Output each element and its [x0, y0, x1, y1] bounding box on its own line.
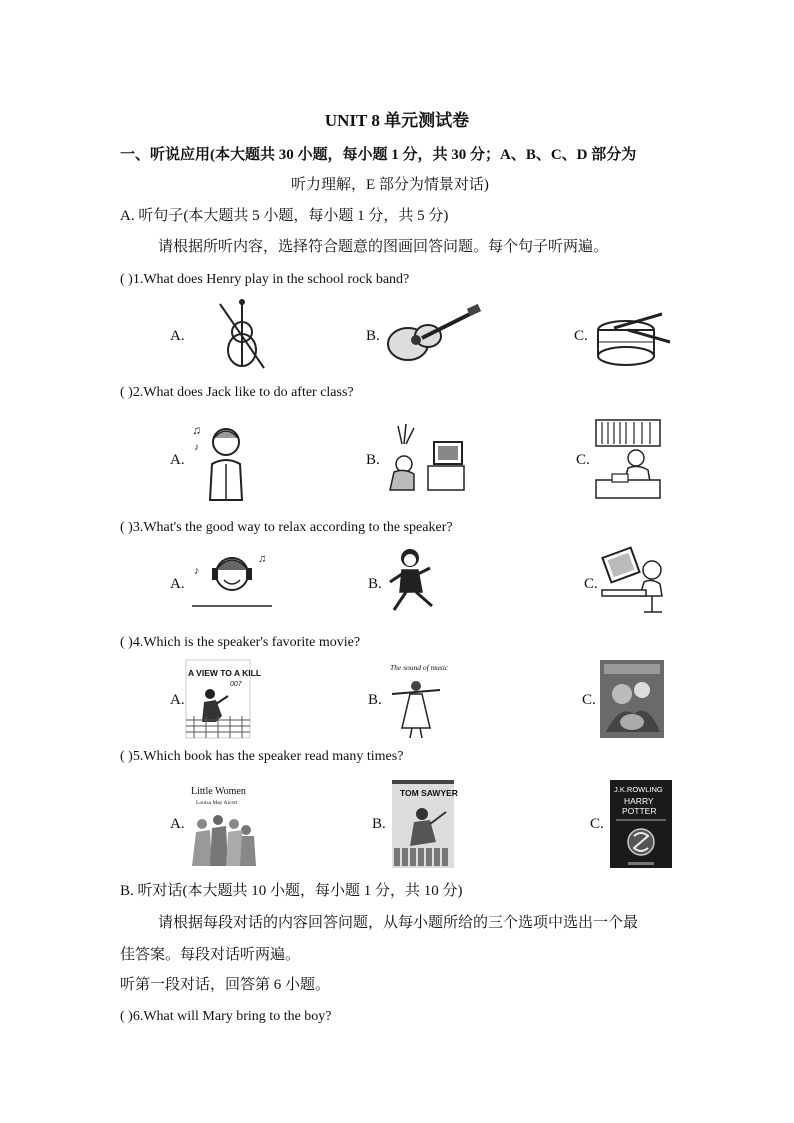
watching-tv-icon: [384, 420, 466, 494]
book-title: Little Women: [191, 786, 246, 797]
question-number: ( )3.: [120, 520, 144, 535]
option-c-label: C.: [584, 576, 598, 592]
computer-girl-icon: [600, 546, 674, 616]
part-b-instruction-line2: 佳答案。每段对话听两遍。: [120, 947, 301, 963]
question-5: [120, 747, 403, 767]
option-b-label: B.: [366, 328, 380, 344]
question-text: Which book has the speaker read many times?: [143, 749, 404, 764]
option-a-label: A.: [170, 576, 185, 592]
question-3: [120, 518, 453, 538]
poster-title: A VIEW TO A KILL: [188, 668, 262, 678]
poster-subtitle: 007: [230, 681, 242, 688]
question-number: ( )5.: [120, 749, 144, 764]
harry-potter-cover: [610, 780, 672, 868]
question-4: [120, 633, 360, 653]
question-6: [120, 1007, 332, 1027]
part-a-instruction: 请根据所听内容，选择符合题意的图画回答问题。每个句子听两遍。: [158, 239, 609, 255]
option-c-label: C.: [582, 692, 596, 708]
question-2: [120, 383, 354, 403]
svg-text:♪: ♪: [194, 565, 200, 577]
option-a-label: A.: [170, 328, 185, 344]
page-title: UNIT 8 单元测试卷: [324, 111, 470, 130]
option-a-label: A.: [170, 452, 185, 468]
section-heading-line2: 听力理解，E 部分为情景对话): [291, 177, 489, 193]
question-1: [120, 270, 409, 290]
reading-boy-icon: [594, 418, 662, 502]
listening-music-girl-icon: [190, 548, 274, 612]
part-a-heading: A. 听句子(本大题共 5 小题，每小题 1 分，共 5 分): [120, 208, 449, 224]
poster-title: The sound of music: [390, 663, 449, 672]
part-b-instruction-line1: 请根据每段对话的内容回答问题，从每小题所给的三个选项中选出一个最: [158, 915, 639, 931]
singing-boy-icon: [190, 420, 254, 502]
option-c-label: C.: [576, 452, 590, 468]
book-author: J.K.ROWLING: [614, 785, 663, 794]
question-text: What does Henry play in the school rock band?: [143, 272, 410, 287]
dialog-1-instruction: 听第一段对话，回答第 6 小题。: [120, 977, 331, 993]
little-women-cover: [186, 780, 258, 866]
question-text: What does Jack like to do after class?: [143, 385, 354, 400]
option-b-label: B.: [368, 692, 382, 708]
cartoon-movie-poster: [600, 660, 664, 738]
running-girl-icon: [384, 546, 440, 618]
question-text: Which is the speaker's favorite movie?: [143, 635, 361, 650]
question-number: ( )2.: [120, 385, 144, 400]
option-c-label: C.: [574, 328, 588, 344]
part-b-heading: B. 听对话(本大题共 10 小题，每小题 1 分，共 10 分): [120, 883, 463, 899]
guitar-icon: [382, 300, 482, 366]
book-title: TOM SAWYER: [400, 788, 458, 798]
sound-of-music-poster: [384, 660, 450, 740]
svg-text:♪: ♪: [194, 442, 199, 453]
svg-text:♫: ♫: [258, 553, 267, 565]
option-a-label: A.: [170, 692, 185, 708]
violin-icon: [212, 296, 272, 374]
option-b-label: B.: [368, 576, 382, 592]
option-b-label: B.: [372, 816, 386, 832]
question-text: What's the good way to relax according to the speaker?: [143, 520, 453, 535]
book-title-line1: HARRY: [624, 796, 654, 806]
option-b-label: B.: [366, 452, 380, 468]
book-author: Louisa May Alcott: [196, 800, 238, 806]
svg-text:♫: ♫: [192, 423, 201, 437]
option-c-label: C.: [590, 816, 604, 832]
question-number: ( )4.: [120, 635, 144, 650]
question-number: ( )6.: [120, 1009, 144, 1024]
question-number: ( )1.: [120, 272, 144, 287]
question-text: What will Mary bring to the boy?: [143, 1009, 332, 1024]
a-view-to-a-kill-poster: [186, 660, 262, 738]
book-title-line2: POTTER: [622, 806, 657, 816]
tom-sawyer-cover: [392, 780, 458, 868]
option-a-label: A.: [170, 816, 185, 832]
section-heading-line1: 一、听说应用(本大题共 30 小题，每小题 1 分，共 30 分；A、B、C、D 部分为: [120, 147, 637, 163]
drum-icon: [594, 302, 674, 368]
